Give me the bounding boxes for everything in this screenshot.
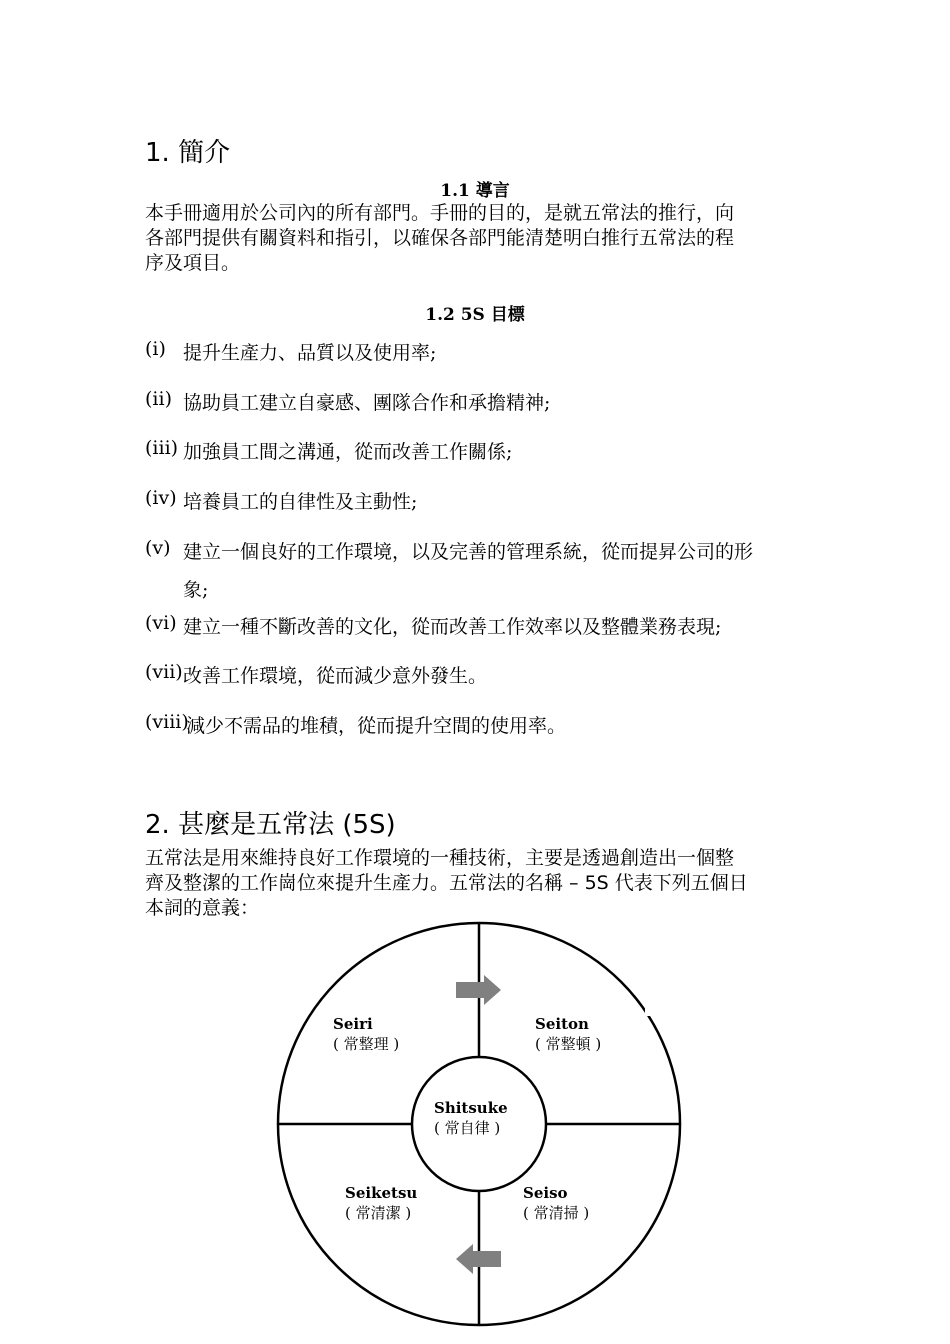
objective-number: (iii)	[145, 437, 179, 459]
objective-text: 改善工作環境，從而減少意外發生。	[183, 665, 488, 687]
objective-text: 減少不需品的堆積，從而提升空間的使用率。	[186, 715, 567, 737]
seiso-label	[523, 1183, 589, 1223]
seiton-label	[535, 1014, 601, 1054]
section-1-heading: 1. 簡介	[145, 138, 231, 168]
intro-line: 序及項目。	[145, 252, 241, 274]
objective-number: (ii)	[145, 388, 172, 410]
shitsuke-label	[434, 1098, 508, 1138]
seiri-chinese: ( 常整理 )	[333, 1035, 400, 1053]
objective-number: (v)	[145, 537, 171, 559]
section-2-line: 本詞的意義：	[145, 897, 260, 919]
seiri-name: Seiri	[333, 1015, 373, 1033]
intro-line: 各部門提供有關資料和指引，以確保各部門能清楚明白推行五常法的程	[145, 227, 735, 249]
objective-number: (iv)	[145, 487, 177, 509]
objective-number: (i)	[145, 338, 166, 360]
objective-text-continued: 象;	[183, 579, 209, 601]
objective-text: 協助員工建立自豪感、團隊合作和承擔精神;	[183, 392, 551, 414]
objective-text: 建立一個良好的工作環境，以及完善的管理系統，從而提昇公司的形	[183, 541, 754, 563]
seiso-chinese: ( 常清掃 )	[523, 1204, 590, 1222]
objective-number: (viii)	[145, 711, 189, 733]
outer-circle-gap	[645, 994, 655, 1016]
shitsuke-chinese: ( 常自律 )	[434, 1119, 501, 1137]
intro-subheading: 1.1 導言	[440, 181, 510, 201]
seiketsu-name: Seiketsu	[345, 1184, 418, 1202]
seiri-label	[333, 1014, 399, 1054]
objective-number: (vi)	[145, 612, 177, 634]
objective-text: 建立一種不斷改善的文化，從而改善工作效率以及整體業務表現;	[183, 616, 722, 638]
intro-line: 本手冊適用於公司內的所有部門。手冊的目的，是就五常法的推行，向	[145, 202, 735, 224]
section-2-line: 五常法是用來維持良好工作環境的一種技術，主要是透過創造出一個整	[145, 847, 735, 869]
objective-text: 培養員工的自律性及主動性;	[183, 491, 418, 513]
shitsuke-name: Shitsuke	[434, 1099, 508, 1117]
objective-number: (vii)	[145, 661, 183, 683]
seiketsu-chinese: ( 常清潔 )	[345, 1204, 412, 1222]
seiton-name: Seiton	[535, 1015, 589, 1033]
seiketsu-label	[345, 1183, 417, 1223]
seiso-name: Seiso	[523, 1184, 568, 1202]
objective-text: 提升生產力、品質以及使用率;	[183, 342, 437, 364]
seiton-chinese: ( 常整頓 )	[535, 1035, 602, 1053]
objectives-subheading: 1.2 5S 目標	[425, 305, 525, 325]
section-2-line: 齊及整潔的工作崗位來提升生產力。五常法的名稱 – 5S 代表下列五個日	[145, 872, 748, 894]
section-2-heading: 2. 甚麼是五常法 (5S)	[145, 810, 396, 840]
objective-text: 加強員工間之溝通，從而改善工作關係;	[183, 441, 513, 463]
